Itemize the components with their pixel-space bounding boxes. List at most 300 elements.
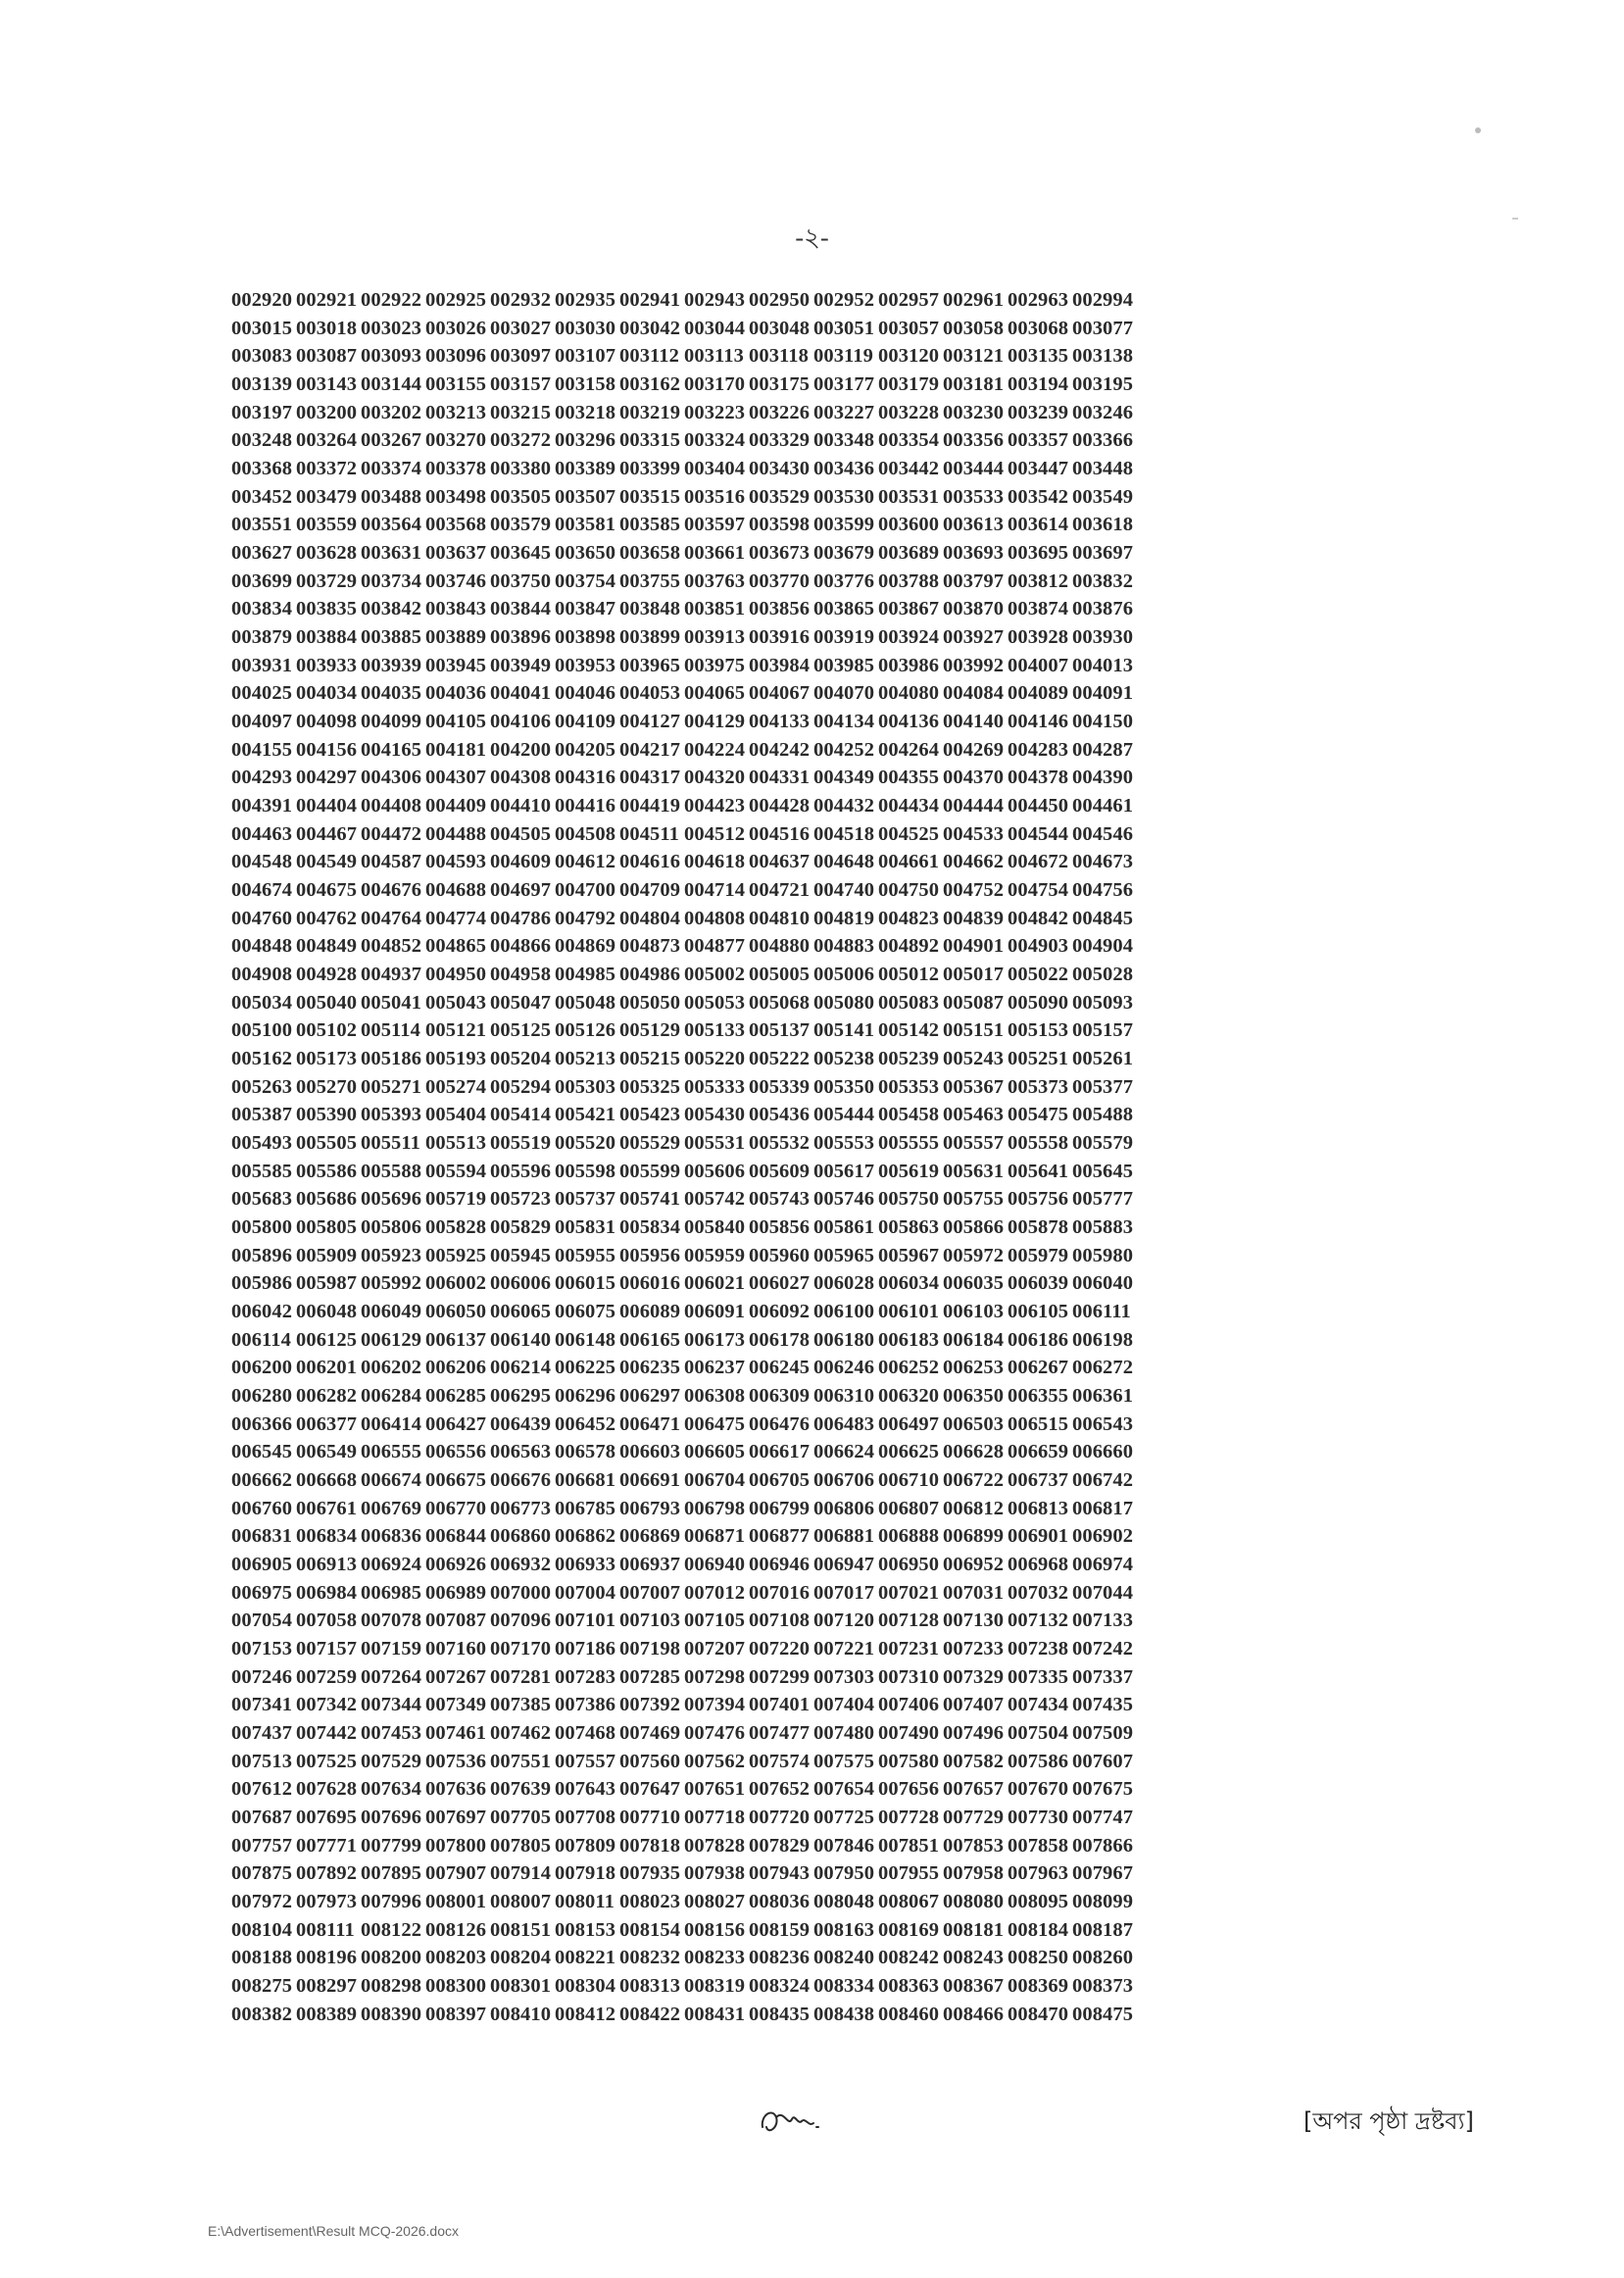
roll-number: 005909 bbox=[296, 1244, 358, 1266]
roll-number: 006235 bbox=[619, 1357, 681, 1379]
roll-number: 003120 bbox=[878, 345, 940, 368]
roll-number: 004548 bbox=[231, 851, 293, 873]
roll-number: 007477 bbox=[749, 1722, 811, 1745]
roll-number: 008122 bbox=[361, 1918, 422, 1941]
roll-number: 006798 bbox=[684, 1497, 746, 1519]
table-row bbox=[231, 1972, 1137, 2001]
roll-number: 005126 bbox=[555, 1019, 616, 1042]
roll-number: 004609 bbox=[490, 851, 552, 873]
roll-number: 007509 bbox=[1072, 1722, 1134, 1745]
roll-number: 004307 bbox=[425, 767, 487, 789]
roll-number: 006091 bbox=[684, 1301, 746, 1323]
roll-number: 006427 bbox=[425, 1412, 487, 1435]
roll-number: 007809 bbox=[555, 1834, 616, 1857]
roll-number: 006989 bbox=[425, 1581, 487, 1604]
roll-number-table bbox=[231, 286, 1137, 2029]
roll-number: 004242 bbox=[749, 738, 811, 761]
roll-number: 005755 bbox=[943, 1188, 1005, 1211]
roll-number: 007828 bbox=[684, 1834, 746, 1857]
roll-number: 003585 bbox=[619, 514, 681, 536]
roll-number: 008095 bbox=[1008, 1891, 1069, 1913]
roll-number: 007238 bbox=[1008, 1638, 1069, 1660]
roll-number: 007892 bbox=[296, 1862, 358, 1885]
roll-number: 006137 bbox=[425, 1328, 487, 1351]
roll-number: 006799 bbox=[749, 1497, 811, 1519]
roll-number: 006039 bbox=[1008, 1272, 1069, 1295]
roll-number: 007299 bbox=[749, 1665, 811, 1688]
roll-number: 004467 bbox=[296, 822, 358, 845]
table-row bbox=[231, 1860, 1137, 1889]
roll-number: 004774 bbox=[425, 907, 487, 929]
roll-number: 005955 bbox=[555, 1244, 616, 1266]
roll-number: 004463 bbox=[231, 822, 293, 845]
roll-number: 006114 bbox=[231, 1328, 291, 1351]
roll-number: 003162 bbox=[619, 372, 681, 395]
roll-number: 003746 bbox=[425, 570, 487, 592]
roll-number: 005005 bbox=[749, 963, 811, 985]
roll-number: 007435 bbox=[1072, 1694, 1134, 1716]
roll-number: 003093 bbox=[361, 345, 422, 368]
roll-number: 006937 bbox=[619, 1554, 681, 1576]
roll-number: 005006 bbox=[813, 963, 875, 985]
roll-number: 004518 bbox=[813, 822, 875, 845]
table-row bbox=[231, 1916, 1137, 1945]
roll-number: 003479 bbox=[296, 485, 358, 508]
roll-number: 005436 bbox=[749, 1104, 811, 1126]
roll-number: 003992 bbox=[943, 654, 1005, 676]
roll-number: 004007 bbox=[1008, 654, 1069, 676]
roll-number: 007639 bbox=[490, 1778, 552, 1801]
roll-number: 004283 bbox=[1008, 738, 1069, 761]
roll-number: 007434 bbox=[1008, 1694, 1069, 1716]
roll-number: 004852 bbox=[361, 935, 422, 958]
roll-number: 004106 bbox=[490, 710, 552, 732]
roll-number: 004297 bbox=[296, 767, 358, 789]
roll-number: 006452 bbox=[555, 1412, 616, 1435]
roll-number: 005511 bbox=[361, 1131, 420, 1154]
roll-number: 003194 bbox=[1008, 372, 1069, 395]
roll-number: 005080 bbox=[813, 991, 875, 1014]
roll-number: 006877 bbox=[749, 1525, 811, 1548]
roll-number: 007710 bbox=[619, 1807, 681, 1829]
table-row bbox=[231, 1523, 1137, 1552]
roll-number: 003498 bbox=[425, 485, 487, 508]
roll-number: 006543 bbox=[1072, 1412, 1134, 1435]
roll-number: 003015 bbox=[231, 317, 293, 339]
roll-number: 004287 bbox=[1072, 738, 1134, 761]
roll-number: 007096 bbox=[490, 1609, 552, 1632]
roll-number: 003933 bbox=[296, 654, 358, 676]
roll-number: 007996 bbox=[361, 1891, 422, 1913]
roll-number: 004880 bbox=[749, 935, 811, 958]
roll-number: 007967 bbox=[1072, 1862, 1134, 1885]
table-row bbox=[231, 511, 1137, 539]
roll-number: 008104 bbox=[231, 1918, 293, 1941]
roll-number: 007829 bbox=[749, 1834, 811, 1857]
roll-number: 007695 bbox=[296, 1807, 358, 1829]
roll-number: 003042 bbox=[619, 317, 681, 339]
roll-number: 004511 bbox=[619, 822, 679, 845]
table-row bbox=[231, 1298, 1137, 1326]
roll-number: 005531 bbox=[684, 1131, 746, 1154]
roll-number: 004105 bbox=[425, 710, 487, 732]
roll-number: 002921 bbox=[296, 288, 358, 311]
roll-number: 003984 bbox=[749, 654, 811, 676]
roll-number: 006050 bbox=[425, 1301, 487, 1323]
roll-number: 005463 bbox=[943, 1104, 1005, 1126]
roll-number: 003068 bbox=[1008, 317, 1069, 339]
table-row bbox=[231, 764, 1137, 792]
table-row bbox=[231, 848, 1137, 876]
roll-number: 003693 bbox=[943, 541, 1005, 564]
roll-number: 005619 bbox=[878, 1160, 940, 1182]
roll-number: 007656 bbox=[878, 1778, 940, 1801]
roll-number: 007730 bbox=[1008, 1807, 1069, 1829]
roll-number: 004865 bbox=[425, 935, 487, 958]
table-row bbox=[231, 595, 1137, 623]
roll-number: 004410 bbox=[490, 794, 552, 817]
roll-number: 006475 bbox=[684, 1412, 746, 1435]
roll-number: 003107 bbox=[555, 345, 616, 368]
roll-number: 003197 bbox=[231, 401, 293, 423]
roll-number: 006605 bbox=[684, 1441, 746, 1463]
roll-number: 006660 bbox=[1072, 1441, 1134, 1463]
roll-number: 003267 bbox=[361, 429, 422, 452]
roll-number: 008367 bbox=[943, 1975, 1005, 1998]
roll-number: 003559 bbox=[296, 514, 358, 536]
roll-number: 004616 bbox=[619, 851, 681, 873]
roll-number: 005093 bbox=[1072, 991, 1134, 1014]
roll-number: 008382 bbox=[231, 2003, 293, 2025]
roll-number: 008242 bbox=[878, 1947, 940, 1969]
roll-number: 005333 bbox=[684, 1075, 746, 1098]
roll-number: 007016 bbox=[749, 1581, 811, 1604]
roll-number: 005350 bbox=[813, 1075, 875, 1098]
roll-number: 004409 bbox=[425, 794, 487, 817]
roll-number: 002994 bbox=[1072, 288, 1134, 311]
roll-number: 007687 bbox=[231, 1807, 293, 1829]
roll-number: 006901 bbox=[1008, 1525, 1069, 1548]
roll-number: 005617 bbox=[813, 1160, 875, 1182]
roll-number: 004146 bbox=[1008, 710, 1069, 732]
roll-number: 008466 bbox=[943, 2003, 1005, 2025]
roll-number: 003430 bbox=[749, 457, 811, 479]
roll-number: 006016 bbox=[619, 1272, 681, 1295]
roll-number: 008236 bbox=[749, 1947, 811, 1969]
roll-number: 003939 bbox=[361, 654, 422, 676]
roll-number: 007636 bbox=[425, 1778, 487, 1801]
roll-number: 007298 bbox=[684, 1665, 746, 1688]
roll-number: 007875 bbox=[231, 1862, 293, 1885]
roll-number: 008250 bbox=[1008, 1947, 1069, 1969]
roll-number: 003488 bbox=[361, 485, 422, 508]
roll-number: 006476 bbox=[749, 1412, 811, 1435]
roll-number: 003832 bbox=[1072, 570, 1134, 592]
roll-number: 004546 bbox=[1072, 822, 1134, 845]
roll-number: 004845 bbox=[1072, 907, 1134, 929]
roll-number: 003138 bbox=[1072, 345, 1134, 368]
roll-number: 004098 bbox=[296, 710, 358, 732]
roll-number: 006280 bbox=[231, 1385, 293, 1408]
table-row bbox=[231, 426, 1137, 455]
roll-number: 005557 bbox=[943, 1131, 1005, 1154]
roll-number: 007490 bbox=[878, 1722, 940, 1745]
roll-number: 004662 bbox=[943, 851, 1005, 873]
roll-number: 008275 bbox=[231, 1975, 293, 1998]
roll-number: 005414 bbox=[490, 1104, 552, 1126]
roll-number: 006705 bbox=[749, 1469, 811, 1492]
roll-number: 005102 bbox=[296, 1019, 358, 1042]
roll-number: 008475 bbox=[1072, 2003, 1134, 2025]
roll-number: 005040 bbox=[296, 991, 358, 1014]
roll-number: 008304 bbox=[555, 1975, 616, 1998]
roll-number: 003155 bbox=[425, 372, 487, 395]
roll-number: 005806 bbox=[361, 1216, 422, 1238]
roll-number: 007344 bbox=[361, 1694, 422, 1716]
roll-number: 007955 bbox=[878, 1862, 940, 1885]
roll-number: 003879 bbox=[231, 625, 293, 648]
roll-number: 004714 bbox=[684, 878, 746, 901]
roll-number: 006497 bbox=[878, 1412, 940, 1435]
roll-number: 004165 bbox=[361, 738, 422, 761]
roll-number: 004349 bbox=[813, 767, 875, 789]
roll-number: 006617 bbox=[749, 1441, 811, 1463]
roll-number: 007012 bbox=[684, 1581, 746, 1604]
continued-note: [অপর পৃষ্ঠা দ্রষ্টব্য] bbox=[1304, 2107, 1474, 2135]
roll-number: 008389 bbox=[296, 2003, 358, 2025]
roll-number: 006173 bbox=[684, 1328, 746, 1351]
roll-number: 007242 bbox=[1072, 1638, 1134, 1660]
roll-number: 004109 bbox=[555, 710, 616, 732]
roll-number: 005251 bbox=[1008, 1047, 1069, 1069]
roll-number: 006035 bbox=[943, 1272, 1005, 1295]
roll-number: 006974 bbox=[1072, 1554, 1134, 1576]
roll-number: 004205 bbox=[555, 738, 616, 761]
roll-number: 004067 bbox=[749, 682, 811, 705]
roll-number: 003113 bbox=[684, 345, 744, 368]
roll-number: 005053 bbox=[684, 991, 746, 1014]
roll-number: 006355 bbox=[1008, 1385, 1069, 1408]
roll-number: 003329 bbox=[749, 429, 811, 452]
roll-number: 007757 bbox=[231, 1834, 293, 1857]
roll-number: 007469 bbox=[619, 1722, 681, 1745]
table-row bbox=[231, 1748, 1137, 1776]
roll-number: 003884 bbox=[296, 625, 358, 648]
roll-number: 006065 bbox=[490, 1301, 552, 1323]
roll-number: 007404 bbox=[813, 1694, 875, 1716]
roll-number: 004053 bbox=[619, 682, 681, 705]
roll-number: 004901 bbox=[943, 935, 1005, 958]
roll-number: 005719 bbox=[425, 1188, 487, 1211]
roll-number: 006350 bbox=[943, 1385, 1005, 1408]
roll-number: 006309 bbox=[749, 1385, 811, 1408]
roll-number: 006178 bbox=[749, 1328, 811, 1351]
roll-number: 005800 bbox=[231, 1216, 293, 1238]
roll-number: 004404 bbox=[296, 794, 358, 817]
roll-number: 006760 bbox=[231, 1497, 293, 1519]
roll-number: 008184 bbox=[1008, 1918, 1069, 1941]
roll-number: 006471 bbox=[619, 1412, 681, 1435]
roll-number: 004133 bbox=[749, 710, 811, 732]
roll-number: 005742 bbox=[684, 1188, 746, 1211]
roll-number: 007132 bbox=[1008, 1609, 1069, 1632]
table-row bbox=[231, 1213, 1137, 1242]
roll-number: 004512 bbox=[684, 822, 746, 845]
roll-number: 008390 bbox=[361, 2003, 422, 2025]
roll-number: 008470 bbox=[1008, 2003, 1069, 2025]
roll-number: 002963 bbox=[1008, 288, 1069, 311]
roll-number: 007032 bbox=[1008, 1581, 1069, 1604]
roll-number: 005594 bbox=[425, 1160, 487, 1182]
roll-number: 007771 bbox=[296, 1834, 358, 1857]
roll-number: 004155 bbox=[231, 738, 293, 761]
roll-number: 004697 bbox=[490, 878, 552, 901]
roll-number: 004869 bbox=[555, 935, 616, 958]
roll-number: 008169 bbox=[878, 1918, 940, 1941]
roll-number: 003118 bbox=[749, 345, 809, 368]
roll-number: 006198 bbox=[1072, 1328, 1134, 1351]
roll-number: 005945 bbox=[490, 1244, 552, 1266]
roll-number: 007007 bbox=[619, 1581, 681, 1604]
roll-number: 004525 bbox=[878, 822, 940, 845]
roll-number: 005047 bbox=[490, 991, 552, 1014]
roll-number: 005222 bbox=[749, 1047, 811, 1069]
roll-number: 006770 bbox=[425, 1497, 487, 1519]
roll-number: 005048 bbox=[555, 991, 616, 1014]
roll-number: 006006 bbox=[490, 1272, 552, 1295]
table-row bbox=[231, 483, 1137, 512]
roll-number: 003324 bbox=[684, 429, 746, 452]
roll-number: 007697 bbox=[425, 1807, 487, 1829]
roll-number: 006075 bbox=[555, 1301, 616, 1323]
roll-number: 002957 bbox=[878, 288, 940, 311]
roll-number: 004472 bbox=[361, 822, 422, 845]
roll-number: 007476 bbox=[684, 1722, 746, 1745]
roll-number: 006515 bbox=[1008, 1412, 1069, 1435]
roll-number: 004432 bbox=[813, 794, 875, 817]
roll-number: 006129 bbox=[361, 1328, 422, 1351]
roll-number: 007551 bbox=[490, 1750, 552, 1772]
roll-number: 006563 bbox=[490, 1441, 552, 1463]
roll-number: 006940 bbox=[684, 1554, 746, 1576]
roll-number: 005585 bbox=[231, 1160, 293, 1182]
roll-number: 005261 bbox=[1072, 1047, 1134, 1069]
roll-number: 008431 bbox=[684, 2003, 746, 2025]
roll-number: 004618 bbox=[684, 851, 746, 873]
roll-number: 005353 bbox=[878, 1075, 940, 1098]
roll-number: 006040 bbox=[1072, 1272, 1134, 1295]
roll-number: 004070 bbox=[813, 682, 875, 705]
roll-number: 003896 bbox=[490, 625, 552, 648]
roll-number: 005129 bbox=[619, 1019, 681, 1042]
roll-number: 003357 bbox=[1008, 429, 1069, 452]
roll-number: 008297 bbox=[296, 1975, 358, 1998]
roll-number: 005520 bbox=[555, 1131, 616, 1154]
roll-number: 007108 bbox=[749, 1609, 811, 1632]
roll-number: 005965 bbox=[813, 1244, 875, 1266]
roll-number: 007101 bbox=[555, 1609, 616, 1632]
roll-number: 006691 bbox=[619, 1469, 681, 1492]
roll-number: 006272 bbox=[1072, 1357, 1134, 1379]
roll-number: 006603 bbox=[619, 1441, 681, 1463]
roll-number: 006214 bbox=[490, 1357, 552, 1379]
roll-number: 007335 bbox=[1008, 1665, 1069, 1688]
roll-number: 008181 bbox=[943, 1918, 1005, 1941]
roll-number: 003856 bbox=[749, 598, 811, 620]
roll-number: 007943 bbox=[749, 1862, 811, 1885]
roll-number: 007935 bbox=[619, 1862, 681, 1885]
roll-number: 004593 bbox=[425, 851, 487, 873]
roll-number: 003179 bbox=[878, 372, 940, 395]
roll-number: 005157 bbox=[1072, 1019, 1134, 1042]
roll-number: 005746 bbox=[813, 1188, 875, 1211]
table-row bbox=[231, 905, 1137, 933]
roll-number: 003689 bbox=[878, 541, 940, 564]
roll-number: 005022 bbox=[1008, 963, 1069, 985]
roll-number: 004293 bbox=[231, 767, 293, 789]
roll-number: 007017 bbox=[813, 1581, 875, 1604]
roll-number: 005967 bbox=[878, 1244, 940, 1266]
roll-number: 004672 bbox=[1008, 851, 1069, 873]
roll-number: 008438 bbox=[813, 2003, 875, 2025]
roll-number: 005878 bbox=[1008, 1216, 1069, 1238]
roll-number: 003928 bbox=[1008, 625, 1069, 648]
roll-number: 008260 bbox=[1072, 1947, 1134, 1969]
roll-number: 007233 bbox=[943, 1638, 1005, 1660]
roll-number: 006932 bbox=[490, 1554, 552, 1576]
roll-number: 006806 bbox=[813, 1497, 875, 1519]
roll-number: 003843 bbox=[425, 598, 487, 620]
roll-number: 005475 bbox=[1008, 1104, 1069, 1126]
roll-number: 003949 bbox=[490, 654, 552, 676]
roll-number: 006555 bbox=[361, 1441, 422, 1463]
roll-number: 008313 bbox=[619, 1975, 681, 1998]
roll-number: 004709 bbox=[619, 878, 681, 901]
roll-number: 003144 bbox=[361, 372, 422, 395]
table-row bbox=[231, 1466, 1137, 1495]
roll-number: 004612 bbox=[555, 851, 616, 873]
roll-number: 006947 bbox=[813, 1554, 875, 1576]
roll-number: 006888 bbox=[878, 1525, 940, 1548]
roll-number: 003226 bbox=[749, 401, 811, 423]
roll-number: 005114 bbox=[361, 1019, 420, 1042]
table-row bbox=[231, 1439, 1137, 1467]
roll-number: 005856 bbox=[749, 1216, 811, 1238]
roll-number: 004873 bbox=[619, 935, 681, 958]
roll-number: 007407 bbox=[943, 1694, 1005, 1716]
roll-number: 005598 bbox=[555, 1160, 616, 1182]
roll-number: 006320 bbox=[878, 1385, 940, 1408]
roll-number: 007281 bbox=[490, 1665, 552, 1688]
roll-number: 005142 bbox=[878, 1019, 940, 1042]
roll-number: 003965 bbox=[619, 654, 681, 676]
roll-number: 007231 bbox=[878, 1638, 940, 1660]
roll-number: 007058 bbox=[296, 1609, 358, 1632]
roll-number: 004508 bbox=[555, 822, 616, 845]
roll-number: 006659 bbox=[1008, 1441, 1069, 1463]
roll-number: 005513 bbox=[425, 1131, 487, 1154]
roll-number: 007851 bbox=[878, 1834, 940, 1857]
roll-number: 003770 bbox=[749, 570, 811, 592]
roll-number: 004264 bbox=[878, 738, 940, 761]
table-row bbox=[231, 315, 1137, 343]
roll-number: 007562 bbox=[684, 1750, 746, 1772]
roll-number: 007728 bbox=[878, 1807, 940, 1829]
roll-number: 006913 bbox=[296, 1554, 358, 1576]
table-row bbox=[231, 1832, 1137, 1860]
roll-number: 007198 bbox=[619, 1638, 681, 1660]
roll-number-table-body bbox=[231, 286, 1137, 2029]
